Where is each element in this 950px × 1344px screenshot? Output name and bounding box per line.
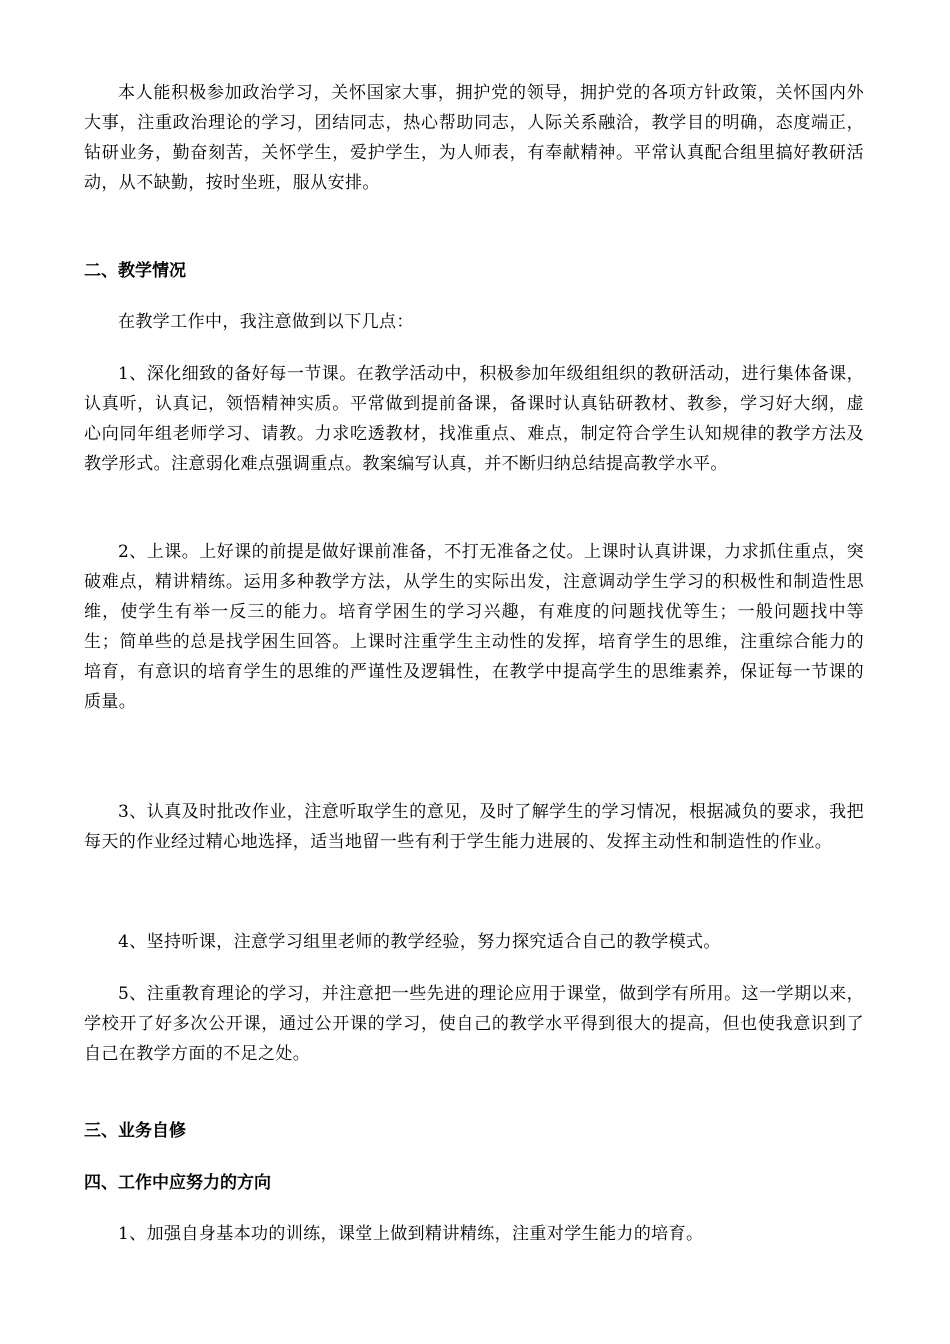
direction-item-1: 1、加强自身基本功的训练，课堂上做到精讲精练，注重对学生能力的培育。 <box>118 1224 704 1244</box>
teaching-item-4: 4、坚持听课，注意学习组里老师的教学经验，努力探究适合自己的教学模式。 <box>118 932 721 952</box>
teaching-item-3: 3、认真及时批改作业，注意听取学生的意见，及时了解学生的学习情况，根据减负的要求，我把每天的作业经过精心地选择，适当地留一些有利于学生能力进展的、发挥主动性和制造性的作业。 <box>84 802 864 852</box>
teaching-item-1: 1、深化细致的备好每一节课。在教学活动中，积极参加年级组组织的教研活动，进行集体备课，认真听，认真记，领悟精神实质。平常做到提前备课，备课时认真钻研教材、教参，学习好大纲，虚心向同年组老师学习、请教。力求吃透教材，找准重点、难点，制定符合学生认知规律的教学方法及教学形式。注意弱化难点强调重点。教案编写认真，并不断归纳总结提高教学水平。 <box>84 364 864 474</box>
teaching-item-2: 2、上课。上好课的前提是做好课前准备，不打无准备之仗。上课时认真讲课，力求抓住重点，突破难点，精讲精练。运用多种教学方法，从学生的实际出发，注意调动学生学习的积极性和制造性思维，使学生有举一反三的能力。培育学困生的学习兴趣，有难度的问题找优等生；一般问题找中等生；简单些的总是找学困生回答。上课时注重学生主动性的发挥，培育学生的思维，注重综合能力的培育，有意识的培育学生的思维的严谨性及逻辑性，在教学中提高学生的思维素养，保证每一节课的质量。 <box>84 542 864 712</box>
section-heading-self-study: 三、业务自修 <box>84 1121 186 1141</box>
teaching-lead-paragraph: 在教学工作中，我注意做到以下几点： <box>118 312 414 332</box>
section-heading-direction: 四、工作中应努力的方向 <box>84 1173 271 1193</box>
teaching-item-5: 5、注重教育理论的学习，并注意把一些先进的理论应用于课堂，做到学有所用。这一学期以来，学校开了好多次公开课，通过公开课的学习，使自己的教学水平得到很大的提高，但也使我意识到了自己在教学方面的不足之处。 <box>84 984 864 1064</box>
intro-paragraph: 本人能积极参加政治学习，关怀国家大事，拥护党的领导，拥护党的各项方针政策，关怀国内外大事，注重政治理论的学习，团结同志，热心帮助同志，人际关系融洽，教学目的明确，态度端正，钻研业务，勤奋刻苦，关怀学生，爱护学生，为人师表，有奉献精神。平常认真配合组里搞好教研活动，从不缺勤，按时坐班，服从安排。 <box>84 83 864 193</box>
section-heading-teaching: 二、教学情况 <box>84 261 186 281</box>
